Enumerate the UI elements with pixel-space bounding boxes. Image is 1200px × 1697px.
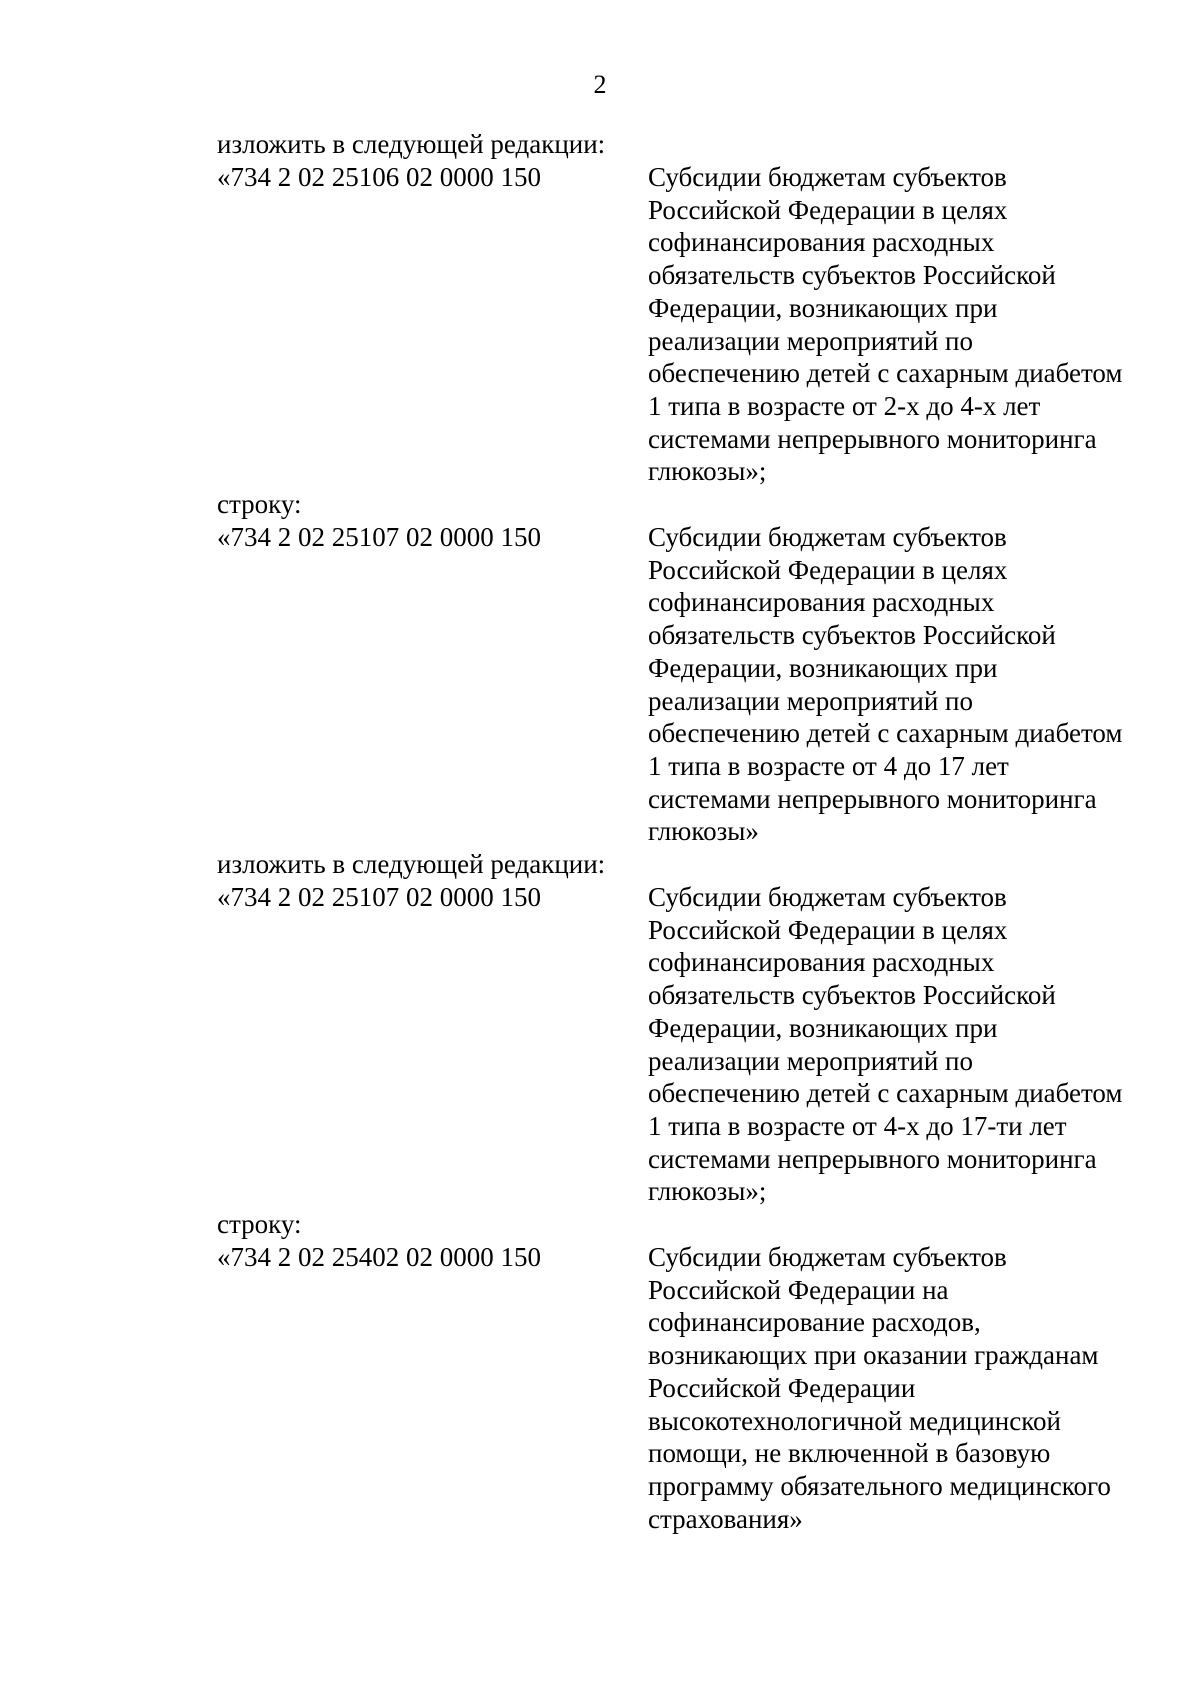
code-description (648, 881, 1168, 1208)
description-line: программу обязательного медицинского (648, 1470, 1111, 1501)
budget-code: «734 2 02 25107 02 0000 150 (217, 882, 541, 912)
description-line: реализации мероприятий по (648, 1045, 973, 1076)
budget-code: «734 2 02 25107 02 0000 150 (217, 522, 541, 552)
code-description (648, 1241, 1168, 1535)
description-line: системами непрерывного мониторинга (648, 423, 1097, 454)
description-line: 1 типа в возрасте от 4 до 17 лет (648, 750, 1009, 781)
code-description (648, 161, 1168, 488)
amendment-block-1 (217, 128, 1167, 487)
description-line: Российской Федерации в целях (648, 554, 1008, 585)
description-line: софинансирование расходов, (648, 1307, 981, 1338)
description-line: софинансирования расходных (648, 587, 995, 618)
description-line: Субсидии бюджетам субъектов (648, 522, 1007, 552)
description-line: Субсидии бюджетам субъектов (648, 1242, 1007, 1272)
budget-code: «734 2 02 25106 02 0000 150 (217, 162, 541, 192)
description-line: Российской Федерации в целях (648, 914, 1008, 945)
budget-code: «734 2 02 25402 02 0000 150 (217, 1242, 541, 1272)
amendment-block-4 (217, 1208, 1167, 1534)
description-line: помощи, не включенной в базовую (648, 1438, 1051, 1469)
description-line: Российской Федерации (648, 1372, 916, 1403)
description-line: возникающих при оказании гражданам (648, 1340, 1099, 1371)
description-line: глюкозы»; (648, 456, 767, 487)
description-line: софинансирования расходных (648, 227, 995, 258)
description-line: системами непрерывного мониторинга (648, 1143, 1097, 1174)
description-line: глюкозы» (648, 816, 759, 847)
description-line: обязательств субъектов Российской (648, 260, 1056, 291)
page-number: 2 (593, 70, 607, 99)
description-line: Российской Федерации в целях (648, 194, 1008, 225)
block-intro: изложить в следующей редакции: (217, 849, 606, 879)
description-line: 1 типа в возрасте от 2-х до 4-х лет (648, 390, 1041, 421)
description-line: реализации мероприятий по (648, 325, 973, 356)
block-intro: строку: (217, 489, 302, 519)
description-line: страхования» (648, 1503, 803, 1534)
description-line: обеспечению детей с сахарным диабетом (648, 358, 1123, 389)
block-intro: строку: (217, 1209, 302, 1239)
description-line: обязательств субъектов Российской (648, 980, 1056, 1011)
description-line: Субсидии бюджетам субъектов (648, 882, 1007, 912)
amendment-block-2 (217, 488, 1167, 847)
description-line: высокотехнологичной медицинской (648, 1405, 1061, 1436)
description-line: Российской Федерации на (648, 1274, 949, 1305)
description-line: 1 типа в возрасте от 4-х до 17-ти лет (648, 1110, 1067, 1141)
amendment-block-3 (217, 848, 1167, 1207)
description-line: глюкозы»; (648, 1176, 767, 1207)
description-line: обязательств субъектов Российской (648, 620, 1056, 651)
description-line: реализации мероприятий по (648, 685, 973, 716)
description-line: Субсидии бюджетам субъектов (648, 162, 1007, 192)
description-line: Федерации, возникающих при (648, 1012, 998, 1043)
description-line: Федерации, возникающих при (648, 292, 998, 323)
block-intro: изложить в следующей редакции: (217, 129, 606, 159)
description-line: обеспечению детей с сахарным диабетом (648, 1078, 1123, 1109)
description-line: софинансирования расходных (648, 947, 995, 978)
description-line: обеспечению детей с сахарным диабетом (648, 718, 1123, 749)
description-line: системами непрерывного мониторинга (648, 783, 1097, 814)
description-line: Федерации, возникающих при (648, 652, 998, 683)
code-description (648, 521, 1168, 848)
